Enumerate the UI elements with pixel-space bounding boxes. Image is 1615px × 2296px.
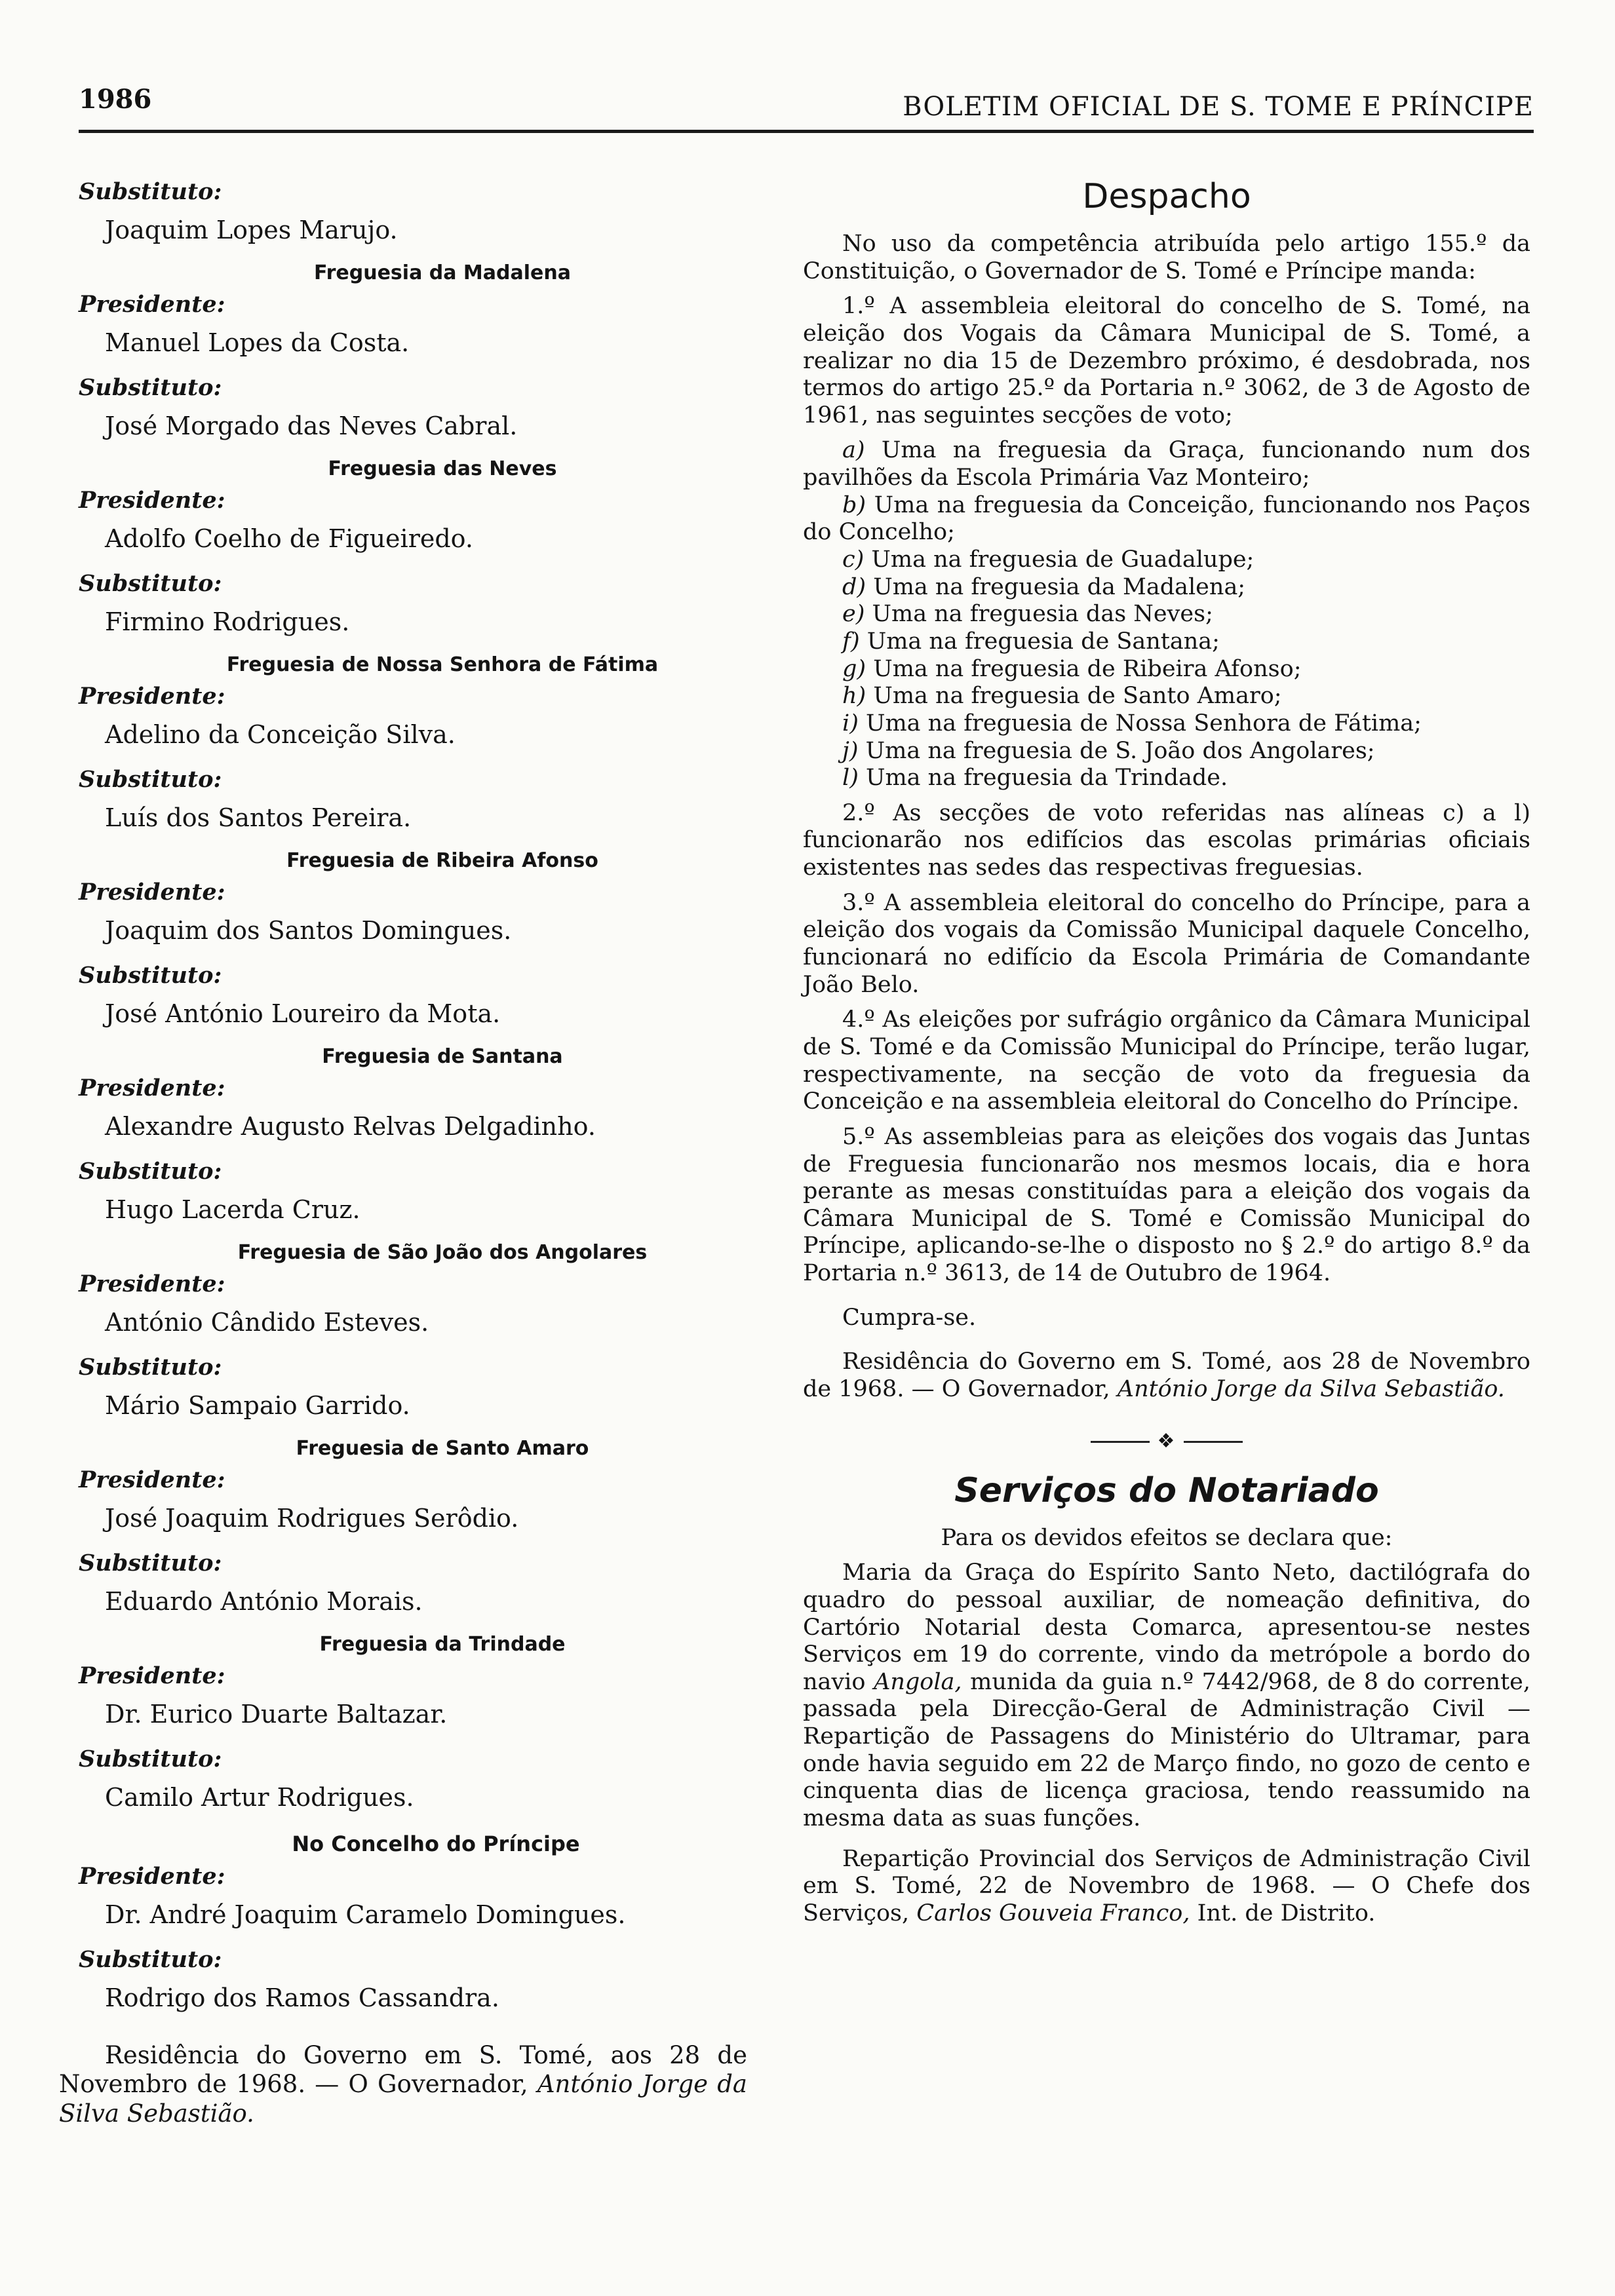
person-name: José Morgado das Neves Cabral. (105, 411, 518, 440)
person-name: Adelino da Conceição Silva. (105, 720, 456, 749)
list-item: f) Uma na freguesia de Santana; (842, 628, 1220, 655)
parish-heading: Freguesia da Trindade (319, 1633, 566, 1656)
despacho-title: Despacho (1082, 177, 1251, 216)
notariado-title: Serviços do Notariado (954, 1470, 1379, 1510)
section-divider-ornament: ❖ (803, 1430, 1530, 1453)
person-name: Luís dos Santos Pereira. (105, 803, 412, 832)
role-label: Presidente: (79, 487, 225, 514)
role-label: Substituto: (79, 1946, 222, 1973)
left-signature (59, 2041, 747, 2128)
parish-block-ribeira-afonso (59, 849, 747, 1028)
role-label: Substituto: (79, 766, 222, 793)
concelho-heading: No Concelho do Príncipe (292, 1831, 580, 1856)
parish-block-angolares (59, 1241, 747, 1420)
person-name: José Joaquim Rodrigues Serôdio. (105, 1504, 519, 1533)
role-label: Substituto: (79, 1550, 222, 1577)
person-name: Camilo Artur Rodrigues. (105, 1783, 414, 1812)
despacho-paragraph-2: 2.º As secções de voto referidas nas alíneas c) a l) funcionarão nos edifícios das escolas primárias oficiais existentes nas sedes das respectivas freguesias. (803, 799, 1530, 881)
person-name: Dr. André Joaquim Caramelo Domingues. (105, 1900, 626, 1929)
despacho-signature: Residência do Governo em S. Tomé, aos 28 de Novembro de 1968. — O Governador, António Jorge da Silva Sebastião. (803, 1349, 1530, 1402)
notariado-body: Maria da Graça do Espírito Santo Neto, dactilógrafa do quadro do pessoal auxiliar, de nomeação definitiva, do Cartório Notarial desta Comarca, apresentou-se nestes Serviços em 19 do corrente, vindo da metrópole a bordo do navio Angola, munida da guia n.º 7442/968, de 8 do corrente, passada pela Direcção-Geral de Administração Civil — Repartição de Passagens do Ministério do Ultramar, para onde havia seguido em 22 de Março findo, no gozo de cento e cinquenta dias de licença graciosa, tendo reassumido na mesma data as suas funções. (803, 1559, 1530, 1832)
role-label: Presidente: (79, 683, 225, 710)
person-name: Alexandre Augusto Relvas Delgadinho. (105, 1112, 596, 1141)
person-name: Joaquim Lopes Marujo. (105, 216, 398, 244)
notariado-intro: Para os devidos efeitos se declara que: (941, 1524, 1393, 1551)
despacho-paragraph-4: 4.º As eleições por sufrágio orgânico da Câmara Municipal de S. Tomé e da Comissão Municipal do Príncipe, terão lugar, respectivamente, na secção de voto da freguesia da Conceição e na assembleia eleitoral do Concelho do Príncipe. (803, 1006, 1530, 1115)
role-label: Presidente: (79, 1075, 225, 1101)
parish-block-madalena (59, 261, 747, 440)
parish-heading: Freguesia das Neves (328, 457, 557, 480)
parish-block-neves (59, 457, 747, 636)
despacho-item-list (803, 437, 1530, 792)
person-name: José António Loureiro da Mota. (105, 999, 501, 1028)
parish-block-santo-amaro (59, 1437, 747, 1616)
notariado-closing: Repartição Provincial dos Serviços de Administração Civil em S. Tomé, 22 de Novembro de 1968. — O Chefe dos Serviços, Carlos Gouveia Franco, Int. de Distrito. (803, 1845, 1530, 1926)
parish-heading: Freguesia de Santana (322, 1045, 563, 1068)
list-item: l) Uma na freguesia da Trindade. (842, 765, 1228, 792)
role-label: Substituto: (79, 178, 222, 205)
list-item: d) Uma na freguesia da Madalena; (842, 573, 1246, 600)
despacho-paragraph-3: 3.º A assembleia eleitoral do concelho do Príncipe, para a eleição dos vogais da Comissão Municipal daquele Concelho, funcionará no edifício da Escola Primária de Comandante João Belo. (803, 889, 1530, 998)
role-label: Presidente: (79, 291, 225, 318)
list-item: c) Uma na freguesia de Guadalupe; (842, 546, 1255, 573)
role-label: Substituto: (79, 962, 222, 989)
header-rule (79, 130, 1534, 133)
parish-heading: Freguesia de São João dos Angolares (237, 1241, 648, 1264)
person-name: Joaquim dos Santos Domingues. (105, 916, 512, 945)
list-item: h) Uma na freguesia de Santo Amaro; (842, 683, 1282, 710)
person-name: Manuel Lopes da Costa. (105, 328, 410, 357)
list-item: e) Uma na freguesia das Neves; (842, 601, 1213, 628)
role-label: Presidente: (79, 879, 225, 906)
role-label: Presidente: (79, 1662, 225, 1689)
concelho-principe-block (59, 1831, 747, 2012)
person-name: Adolfo Coelho de Figueiredo. (105, 524, 473, 553)
person-name: Hugo Lacerda Cruz. (105, 1195, 360, 1224)
list-item: a) Uma na freguesia da Graça, funcionando num dos pavilhões da Escola Primária Vaz Monteiro; (803, 437, 1530, 491)
list-item: g) Uma na freguesia de Ribeira Afonso; (842, 655, 1302, 682)
parish-block-trindade (59, 1633, 747, 1812)
right-column (803, 172, 1530, 1936)
despacho-cumpra: Cumpra-se. (842, 1304, 977, 1331)
role-label: Substituto: (79, 1158, 222, 1185)
person-name: António Cândido Esteves. (105, 1308, 429, 1337)
despacho-intro: No uso da competência atribuída pelo artigo 155.º da Constituição, o Governador de S. Tomé e Príncipe manda: (803, 231, 1530, 284)
signature-name: António Jorge da Silva Sebastião. (59, 2070, 747, 2128)
page-number: 1986 (79, 84, 152, 115)
despacho-paragraph-5: 5.º As assembleias para as eleições dos vogais das Juntas de Freguesia funcionarão nos mesmos locais, dia e hora perante as mesas constituídas para a eleição dos vogais da Câmara Municipal de S. Tomé e Comissão Municipal do Príncipe, aplicando-se-lhe o disposto no § 2.º do artigo 8.º da Portaria n.º 3613, de 14 de Outubro de 1964. (803, 1123, 1530, 1287)
signature-text: Residência do Governo em S. Tomé, aos 28 de Novembro de 1968. — O Governador, (59, 2041, 747, 2099)
parish-heading: Freguesia da Madalena (314, 261, 571, 284)
role-label: Substituto: (79, 1746, 222, 1772)
despacho-paragraph-1: 1.º A assembleia eleitoral do concelho de S. Tomé, na eleição dos Vogais da Câmara Municipal de S. Tomé, a realizar no dia 15 de Dezembro próximo, é desdobrada, nos termos do artigo 25.º da Portaria n.º 3062, de 3 de Agosto de 1961, nas seguintes secções de voto; (803, 293, 1530, 429)
person-name: Rodrigo dos Ramos Cassandra. (105, 1983, 499, 2012)
person-name: Firmino Rodrigues. (105, 607, 350, 636)
role-label: Substituto: (79, 1354, 222, 1381)
list-item: j) Uma na freguesia de S. João dos Angolares; (842, 737, 1375, 764)
parish-block-fatima (59, 653, 747, 832)
journal-title: BOLETIM OFICIAL DE S. TOME E PRÍNCIPE (903, 92, 1534, 122)
parish-heading: Freguesia de Nossa Senhora de Fátima (226, 653, 659, 676)
person-name: Dr. Eurico Duarte Baltazar. (105, 1700, 448, 1729)
person-name: Mário Sampaio Garrido. (105, 1391, 410, 1420)
parish-heading: Freguesia de Santo Amaro (296, 1437, 589, 1460)
role-label: Substituto: (79, 374, 222, 401)
role-label: Presidente: (79, 1271, 225, 1297)
role-label: Substituto: (79, 570, 222, 597)
list-item: b) Uma na freguesia da Conceição, funcionando nos Paços do Concelho; (803, 491, 1530, 546)
page-header (79, 77, 1534, 130)
list-item: i) Uma na freguesia de Nossa Senhora de Fátima; (842, 710, 1422, 737)
parish-heading: Freguesia de Ribeira Afonso (286, 849, 598, 872)
role-label: Presidente: (79, 1863, 225, 1890)
left-column (59, 172, 747, 2128)
parish-block-santana (59, 1045, 747, 1224)
role-label: Presidente: (79, 1466, 225, 1493)
person-name: Eduardo António Morais. (105, 1587, 423, 1616)
